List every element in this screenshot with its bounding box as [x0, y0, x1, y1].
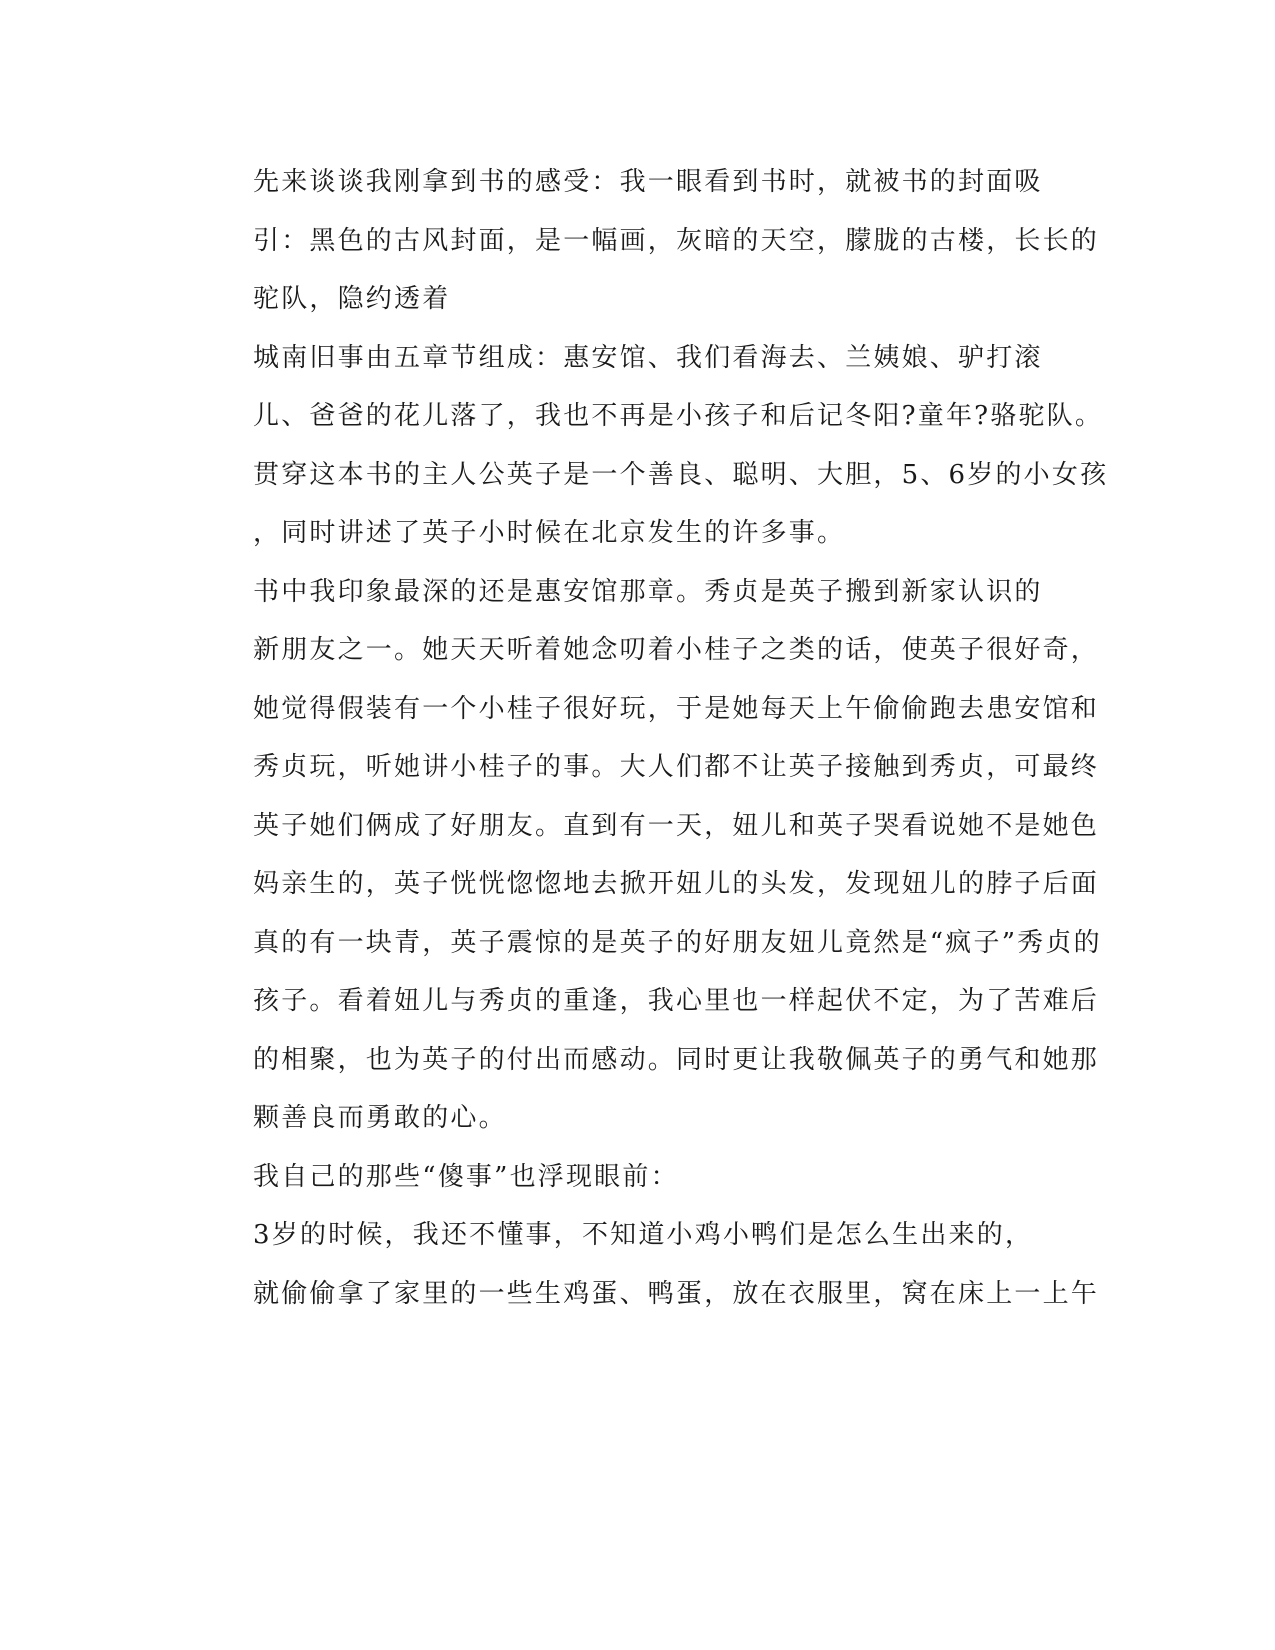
text-line: 书中我印象最深的还是惠安馆那章。秀贞是英子搬到新家认识的 — [253, 576, 1043, 607]
text-line: 贯穿这本书的主人公英子是一个善良、聪明、大胆，5、6岁的小女孩 — [253, 459, 1109, 490]
text-line: 真的有一块青，英子震惊的是英子的好朋友妞儿竟然是“疯子”秀贞的 — [253, 927, 1102, 958]
paragraph-age-three — [181, 1206, 1100, 1323]
text-line: 的相聚，也为英子的付出而感动。同时更让我敬佩英子的勇气和她那 — [253, 1044, 1100, 1075]
text-line: 驼队，隐约透着 — [253, 284, 451, 314]
text-line: 孩子。看着妞儿与秀贞的重逢，我心里也一样起伏不定，为了苦难后 — [253, 986, 1100, 1016]
paragraph-book-chapters — [181, 329, 1109, 563]
document-body — [181, 153, 1109, 1323]
text-line: 城南旧事由五章节组成：惠安馆、我们看海去、兰姨娘、驴打滚 — [253, 342, 1043, 373]
paragraph-huianguan — [181, 563, 1102, 1148]
text-line: 她觉得假装有一个小桂子很好玩，于是她每天上午偷偷跑去患安馆和 — [253, 693, 1100, 724]
paragraph-silly-things — [181, 1148, 1031, 1207]
text-line: 我自己的那些“傻事”也浮现眼前： — [253, 1161, 679, 1192]
text-line: 就偷偷拿了家里的一些生鸡蛋、鸭蛋，放在衣服里，窝在床上一上午 — [253, 1278, 1100, 1309]
text-line: 儿、爸爸的花儿落了，我也不再是小孩子和后记冬阳?童年?骆驼队。 — [253, 401, 1104, 431]
text-line: 新朋友之一。她天天听着她念叨着小桂子之类的话，使英子很好奇， — [253, 635, 1100, 665]
text-line: 英子她们俩成了好朋友。直到有一天，妞儿和英子哭看说她不是她色 — [253, 810, 1100, 841]
text-line: ，同时讲述了英子小时候在北京发生的许多事。 — [253, 518, 846, 548]
text-line: 秀贞玩，听她讲小桂子的事。大人们都不让英子接触到秀贞，可最终 — [253, 752, 1100, 782]
text-line: 引：黑色的古风封面，是一幅画，灰暗的天空，朦胧的古楼，长长的 — [253, 225, 1100, 256]
text-line: 妈亲生的，英子恍恍惚惚地去掀开妞儿的头发，发现妞儿的脖子后面 — [253, 869, 1100, 899]
text-line: 3岁的时候，我还不懂事，不知道小鸡小鸭们是怎么生出来的， — [253, 1220, 1034, 1250]
text-line: 先来谈谈我刚拿到书的感受：我一眼看到书时，就被书的封面吸 — [253, 167, 1043, 197]
paragraph-book-impression — [181, 153, 1100, 329]
text-line: 颗善良而勇敢的心。 — [253, 1103, 507, 1133]
